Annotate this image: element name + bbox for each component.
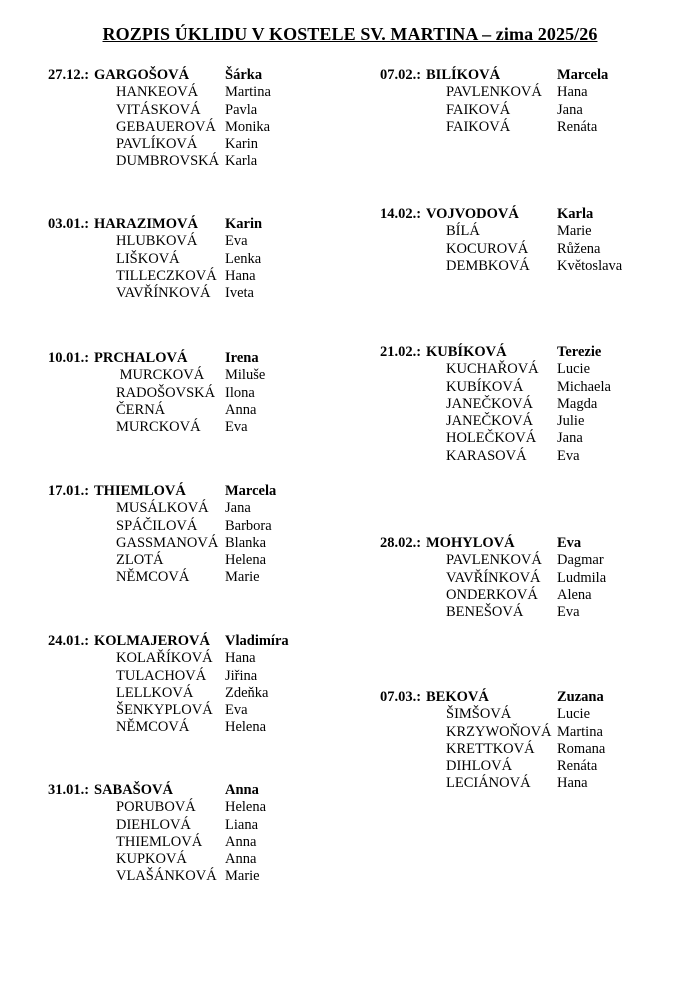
member-first-name: Irena — [225, 350, 259, 366]
member-row — [380, 758, 680, 775]
schedule-group — [380, 689, 680, 793]
member-row — [380, 604, 680, 621]
member-surname: HARAZIMOVÁ — [94, 216, 198, 232]
member-surname: SPÁČILOVÁ — [116, 517, 198, 534]
member-first-name: Blanka — [225, 534, 267, 551]
member-first-name: Marie — [225, 868, 260, 885]
member-row — [48, 268, 348, 285]
member-surname: MUSÁLKOVÁ — [116, 500, 209, 517]
group-lead-row — [48, 633, 348, 650]
member-surname: PRCHALOVÁ — [94, 350, 188, 366]
cleaning-date: 31.01.: — [48, 782, 90, 798]
member-first-name: Julie — [557, 413, 585, 430]
member-surname: KRZYWOŇOVÁ — [446, 723, 552, 740]
schedule-group — [48, 216, 348, 302]
member-first-name: Karla — [225, 153, 258, 170]
member-row — [380, 775, 680, 792]
member-surname: GARGOŠOVÁ — [94, 67, 190, 83]
member-first-name: Růžena — [557, 240, 601, 257]
member-first-name: Lenka — [225, 250, 262, 267]
cleaning-date: 21.02.: — [380, 344, 422, 360]
member-first-name: Helena — [225, 719, 267, 736]
member-surname: DUMBROVSKÁ — [116, 153, 220, 170]
schedule-group — [380, 67, 680, 136]
cleaning-date: 07.02.: — [380, 67, 422, 83]
member-first-name: Monika — [225, 118, 271, 135]
member-row — [380, 241, 680, 258]
member-first-name: Karla — [557, 206, 594, 222]
member-row — [380, 396, 680, 413]
schedule-group — [380, 535, 680, 621]
member-first-name: Marcela — [225, 483, 277, 499]
member-first-name: Hana — [557, 84, 588, 101]
group-lead-row — [48, 782, 348, 799]
member-row — [48, 385, 348, 402]
member-surname: HOLEČKOVÁ — [446, 430, 537, 447]
schedule-group — [48, 782, 348, 886]
schedule-group — [48, 350, 348, 436]
member-surname: KUBÍKOVÁ — [446, 378, 524, 395]
member-surname: ONDERKOVÁ — [446, 586, 538, 603]
member-surname: VITÁSKOVÁ — [116, 101, 201, 118]
member-row — [48, 119, 348, 136]
member-first-name: Marie — [557, 223, 592, 240]
member-surname: ŠIMŠOVÁ — [446, 706, 512, 723]
member-surname: GASSMANOVÁ — [116, 534, 219, 551]
member-first-name: Martina — [557, 723, 603, 740]
member-first-name: Zuzana — [557, 689, 604, 705]
member-first-name: Eva — [225, 702, 248, 719]
member-surname: DIHLOVÁ — [446, 758, 513, 775]
member-first-name: Alena — [557, 586, 592, 603]
member-surname: DIEHLOVÁ — [116, 816, 191, 833]
member-first-name: Magda — [557, 395, 598, 412]
member-row — [380, 258, 680, 275]
member-first-name: Lucie — [557, 361, 591, 378]
cleaning-date: 28.02.: — [380, 535, 422, 551]
member-row — [48, 535, 348, 552]
member-row — [48, 285, 348, 302]
member-row — [380, 430, 680, 447]
member-first-name: Zdeňka — [225, 684, 269, 701]
member-row — [48, 702, 348, 719]
member-row — [48, 685, 348, 702]
member-first-name: Helena — [225, 799, 267, 816]
member-row — [48, 233, 348, 250]
member-row — [48, 136, 348, 153]
member-surname: JANEČKOVÁ — [446, 395, 533, 412]
member-surname: LECIÁNOVÁ — [446, 775, 531, 792]
member-first-name: Michaela — [557, 378, 611, 395]
member-row — [48, 552, 348, 569]
member-row — [380, 413, 680, 430]
member-first-name: Liana — [225, 816, 259, 833]
group-lead-row — [380, 535, 680, 552]
member-first-name: Marcela — [557, 67, 609, 83]
member-row — [48, 719, 348, 736]
page-title: ROZPIS ÚKLIDU V KOSTELE SV. MARTINA – zima 2025/26 — [102, 24, 598, 44]
member-surname: MURCKOVÁ — [116, 367, 205, 384]
member-first-name: Jana — [225, 500, 251, 517]
member-first-name: Dagmar — [557, 552, 604, 569]
member-first-name: Pavla — [225, 101, 258, 118]
member-first-name: Karin — [225, 136, 259, 153]
member-first-name: Helena — [225, 552, 267, 569]
member-first-name: Jana — [557, 430, 583, 447]
member-first-name: Renáta — [557, 758, 598, 775]
cleaning-date: 24.01.: — [48, 633, 90, 649]
member-first-name: Romana — [557, 740, 606, 757]
member-first-name: Hana — [225, 267, 256, 284]
member-surname: MOHYLOVÁ — [426, 535, 515, 551]
member-first-name: Ludmila — [557, 569, 607, 586]
member-row — [48, 834, 348, 851]
member-surname: KOCUROVÁ — [446, 240, 529, 257]
member-first-name: Ilona — [225, 384, 255, 401]
member-first-name: Hana — [225, 650, 256, 667]
member-row — [380, 84, 680, 101]
member-first-name: Hana — [557, 775, 588, 792]
schedule-group — [48, 483, 348, 587]
group-lead-row — [380, 689, 680, 706]
schedule-group — [48, 633, 348, 737]
member-surname: ČERNÁ — [116, 401, 166, 418]
cleaning-date: 10.01.: — [48, 350, 90, 366]
member-first-name: Iveta — [225, 285, 254, 302]
member-surname: LELLKOVÁ — [116, 684, 194, 701]
cleaning-date: 07.03.: — [380, 689, 422, 705]
member-surname: HANKEOVÁ — [116, 84, 199, 101]
member-surname: VAVŘÍNKOVÁ — [446, 569, 541, 586]
schedule-group — [48, 67, 348, 171]
member-surname: FAIKOVÁ — [446, 101, 511, 118]
member-row — [48, 851, 348, 868]
member-first-name: Terezie — [557, 344, 602, 360]
member-row — [48, 500, 348, 517]
member-row — [380, 102, 680, 119]
member-row — [380, 741, 680, 758]
member-surname: KOLAŘÍKOVÁ — [116, 650, 213, 667]
member-surname: BENEŠOVÁ — [446, 604, 524, 621]
member-row — [380, 724, 680, 741]
member-first-name: Květoslava — [557, 257, 623, 274]
schedule-group — [380, 206, 680, 275]
member-row — [48, 569, 348, 586]
member-first-name: Karin — [225, 216, 263, 232]
member-row — [48, 102, 348, 119]
member-row — [380, 706, 680, 723]
member-row — [48, 419, 348, 436]
member-surname: TULACHOVÁ — [116, 667, 207, 684]
group-lead-row — [48, 350, 348, 367]
member-surname: THIEMLOVÁ — [94, 483, 186, 499]
member-row — [380, 587, 680, 604]
member-row — [48, 84, 348, 101]
member-first-name: Anna — [225, 851, 257, 868]
member-row — [380, 361, 680, 378]
member-first-name: Eva — [557, 447, 580, 464]
member-first-name: Marie — [225, 569, 260, 586]
member-first-name: Eva — [225, 233, 248, 250]
member-row — [48, 153, 348, 170]
group-lead-row — [380, 344, 680, 361]
member-surname: BEKOVÁ — [426, 689, 489, 705]
member-row — [380, 570, 680, 587]
member-first-name: Anna — [225, 833, 257, 850]
member-surname: MURCKOVÁ — [116, 419, 201, 436]
member-first-name: Vladimíra — [225, 633, 289, 649]
member-row — [380, 552, 680, 569]
member-first-name: Anna — [225, 782, 259, 798]
member-surname: HLUBKOVÁ — [116, 233, 198, 250]
member-first-name: Lucie — [557, 706, 591, 723]
member-row — [380, 223, 680, 240]
member-first-name: Jana — [557, 101, 583, 118]
cleaning-date: 27.12.: — [48, 67, 90, 83]
member-row — [380, 119, 680, 136]
member-row — [48, 367, 348, 384]
cleaning-date: 14.02.: — [380, 206, 422, 222]
group-lead-row — [48, 216, 348, 233]
cleaning-date: 03.01.: — [48, 216, 90, 232]
member-row — [48, 817, 348, 834]
member-row — [48, 668, 348, 685]
member-first-name: Eva — [557, 604, 580, 621]
member-surname: SABAŠOVÁ — [94, 782, 173, 798]
member-first-name: Renáta — [557, 118, 598, 135]
member-surname: NĚMCOVÁ — [116, 719, 190, 736]
member-surname: KUPKOVÁ — [116, 851, 187, 868]
member-surname: KRETTKOVÁ — [446, 740, 535, 757]
member-surname: THIEMLOVÁ — [116, 833, 203, 850]
group-lead-row — [48, 67, 348, 84]
member-surname: PAVLENKOVÁ — [446, 552, 542, 569]
member-surname: NĚMCOVÁ — [116, 569, 190, 586]
member-surname: KOLMAJEROVÁ — [94, 633, 210, 649]
member-surname: KARASOVÁ — [446, 447, 527, 464]
member-row — [48, 650, 348, 667]
group-lead-row — [380, 67, 680, 84]
member-first-name: Martina — [225, 84, 271, 101]
member-first-name: Eva — [557, 535, 582, 551]
member-surname: LIŠKOVÁ — [116, 250, 180, 267]
member-surname: KUBÍKOVÁ — [426, 344, 507, 360]
group-lead-row — [380, 206, 680, 223]
member-row — [48, 799, 348, 816]
member-first-name: Eva — [225, 419, 248, 436]
group-lead-row — [48, 483, 348, 500]
member-first-name: Miluše — [225, 367, 266, 384]
member-row — [380, 448, 680, 465]
member-surname: VAVŘÍNKOVÁ — [116, 285, 211, 302]
member-surname: PAVLENKOVÁ — [446, 84, 542, 101]
member-surname: BILÍKOVÁ — [426, 67, 501, 83]
member-first-name: Anna — [225, 401, 257, 418]
member-first-name: Barbora — [225, 517, 272, 534]
member-surname: VLAŠÁNKOVÁ — [116, 868, 217, 885]
cleaning-date: 17.01.: — [48, 483, 90, 499]
member-surname: PORUBOVÁ — [116, 799, 196, 816]
member-surname: RADOŠOVSKÁ — [116, 384, 216, 401]
member-first-name: Jiřina — [225, 667, 258, 684]
member-surname: JANEČKOVÁ — [446, 413, 533, 430]
member-surname: VOJVODOVÁ — [426, 206, 519, 222]
member-row — [48, 868, 348, 885]
member-first-name: Šárka — [225, 67, 263, 83]
member-surname: FAIKOVÁ — [446, 118, 511, 135]
schedule-group — [380, 344, 680, 465]
member-surname: KUCHAŘOVÁ — [446, 361, 539, 378]
member-surname: DEMBKOVÁ — [446, 257, 530, 274]
member-surname: BÍLÁ — [446, 223, 480, 240]
member-row — [48, 402, 348, 419]
member-row — [48, 518, 348, 535]
member-surname: ZLOTÁ — [116, 552, 164, 569]
member-row — [48, 251, 348, 268]
member-surname: TILLECZKOVÁ — [116, 267, 217, 284]
member-row — [380, 379, 680, 396]
member-surname: PAVLÍKOVÁ — [116, 136, 198, 153]
member-surname: GEBAUEROVÁ — [116, 118, 216, 135]
member-surname: ŠENKYPLOVÁ — [116, 702, 213, 719]
